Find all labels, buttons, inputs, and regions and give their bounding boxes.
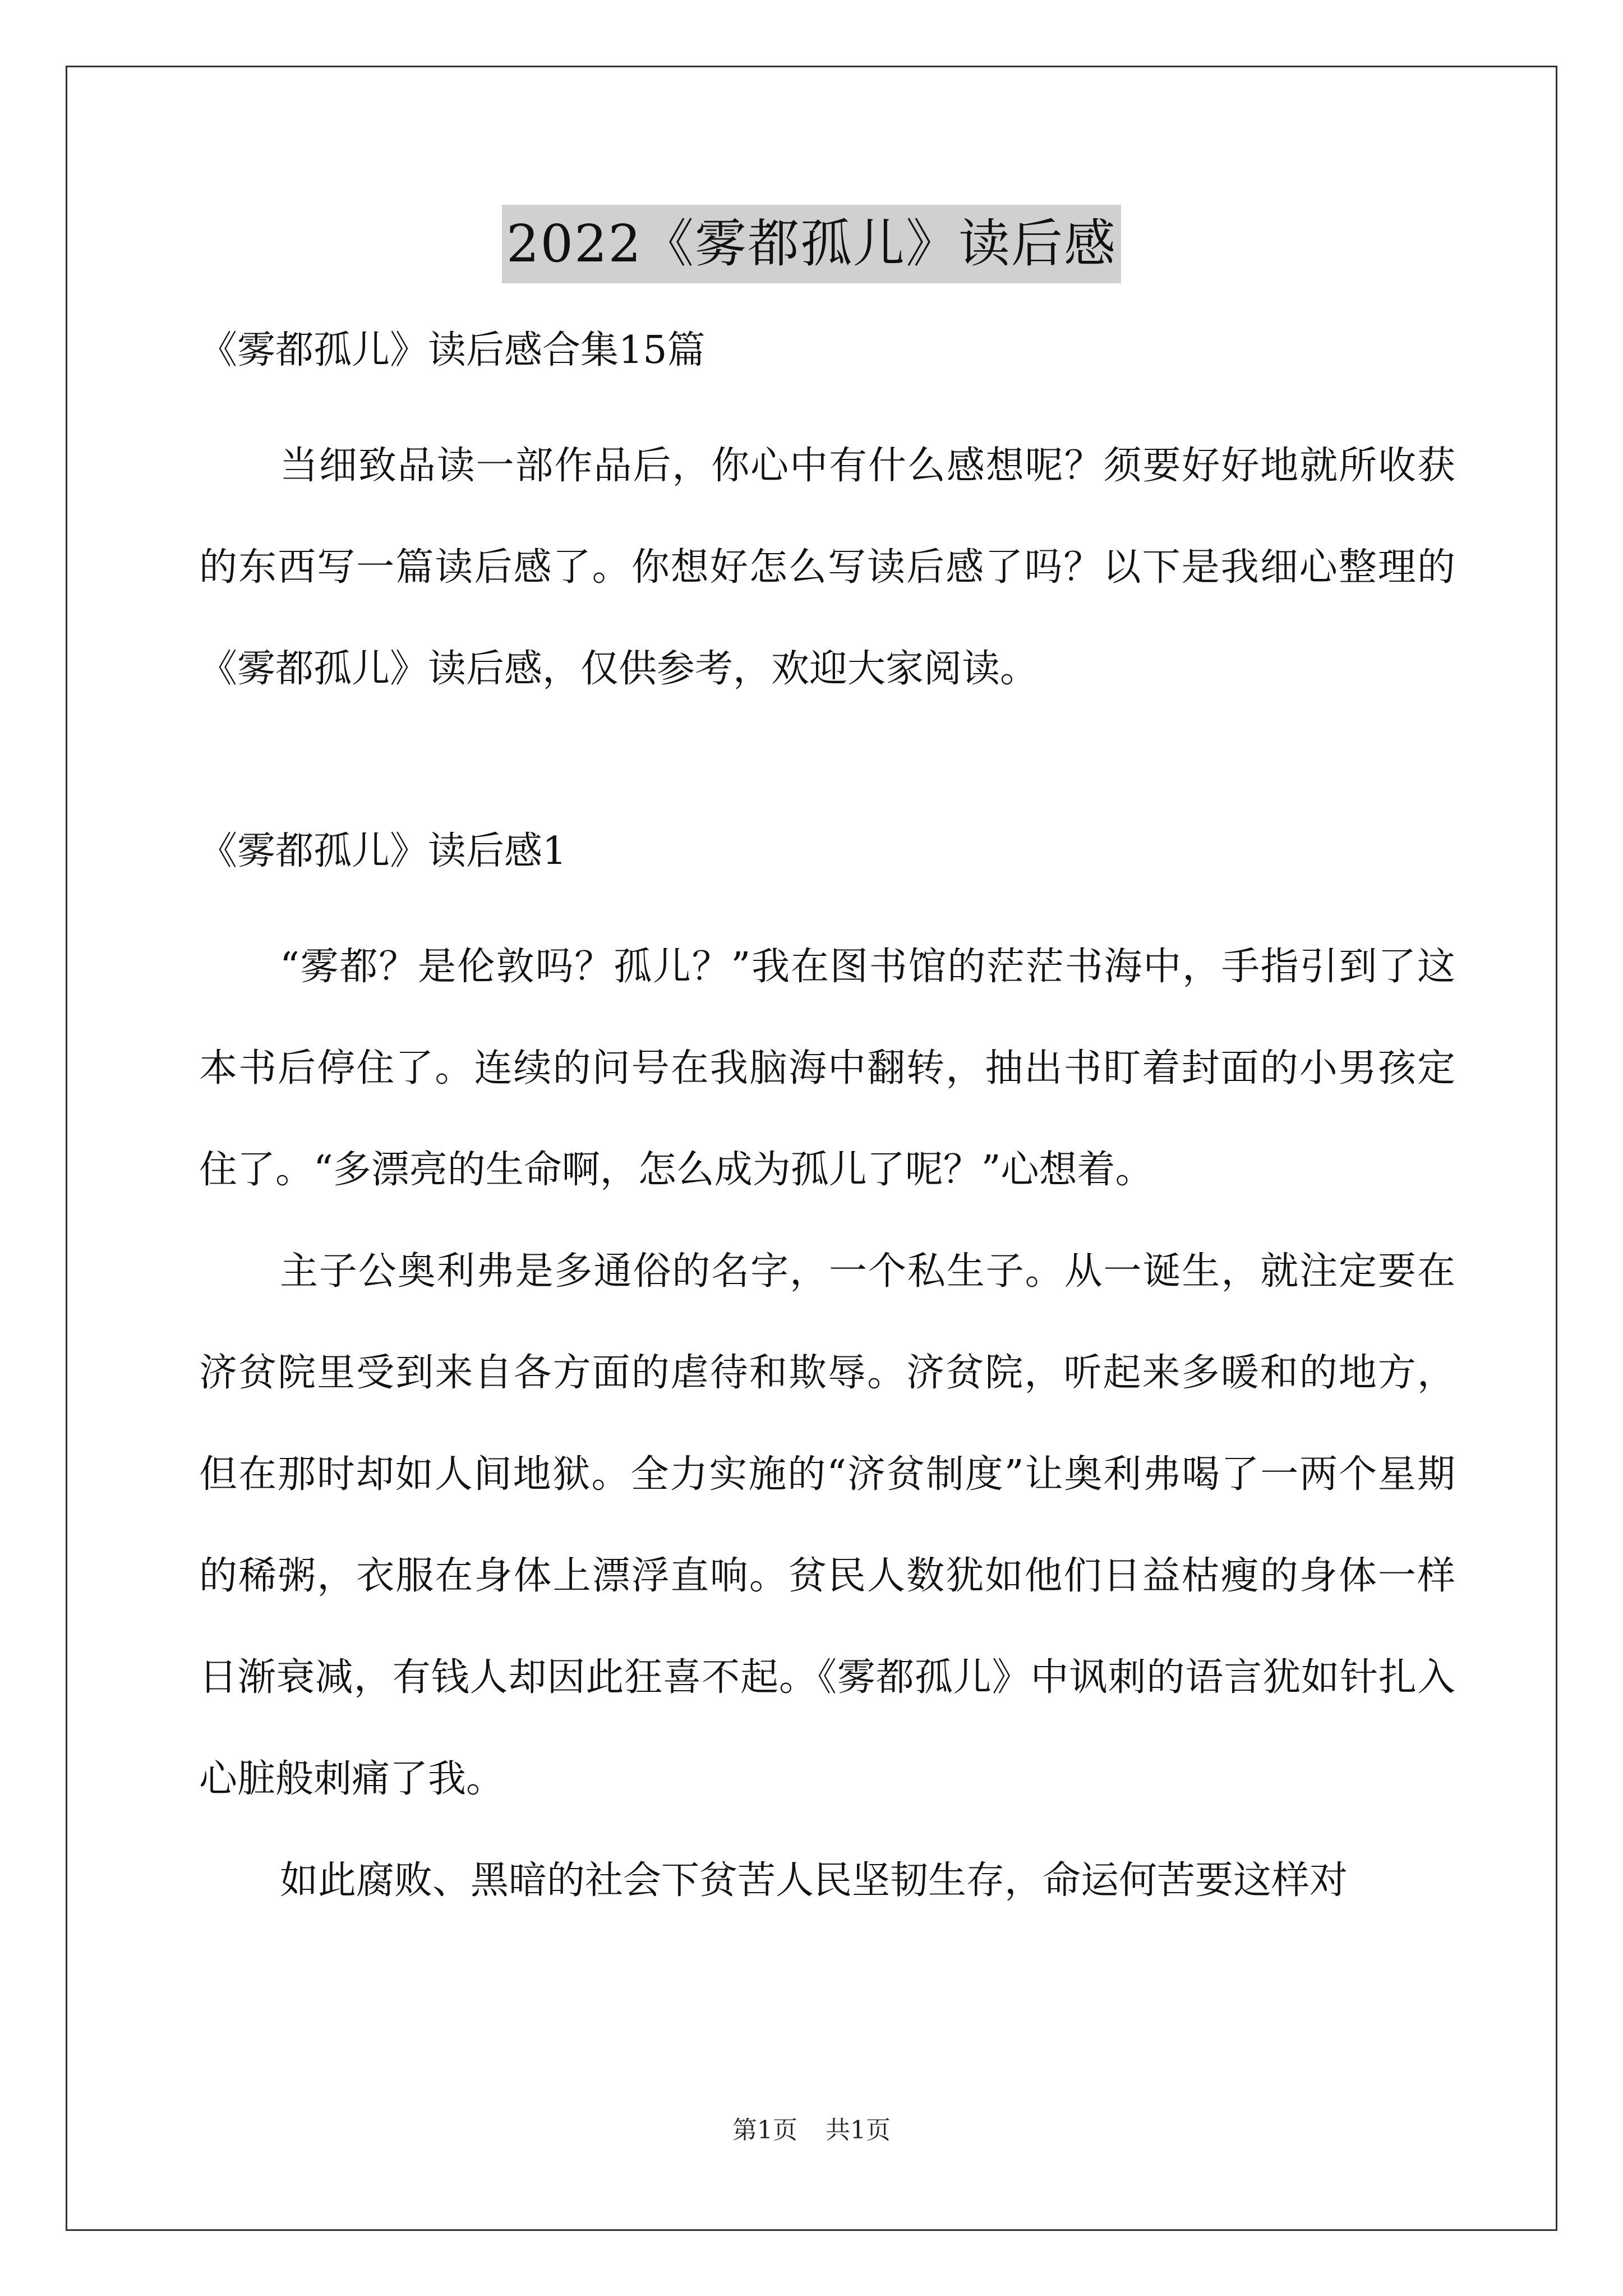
section-heading: 《雾都孤儿》读后感1 bbox=[199, 829, 567, 873]
collection-heading: 《雾都孤儿》读后感合集15篇 bbox=[199, 328, 706, 372]
title-container bbox=[0, 205, 1623, 283]
page-footer bbox=[0, 2114, 1623, 2147]
document-body bbox=[199, 325, 1455, 1931]
spacer bbox=[199, 376, 1455, 415]
document-title: 2022《雾都孤儿》读后感 bbox=[502, 205, 1121, 283]
body-paragraph-2: 主子公奥利弗是多通俗的名字，一个私生子。从一诞生，就注定要在济贫院里受到来自各方面的虐待和欺辱。济贫院，听起来多暖和的地方，但在那时却如人间地狱。全力实施的“济贫制度”让奥利弗喝了一两个星期的稀粥，衣服在身体上漂浮直响。贫民人数犹如他们日益枯瘦的身体一样日渐衰减，有钱人却因此狂喜不起。《雾都孤儿》中讽刺的语言犹如针扎入心脏般刺痛了我。 bbox=[199, 1249, 1455, 1801]
page-total: 共1页 bbox=[826, 2116, 891, 2145]
body-paragraph-1: “雾都？是伦敦吗？孤儿？”我在图书馆的茫茫书海中，手指引到了这本书后停住了。连续的问号在我脑海中翻转，抽出书盯着封面的小男孩定住了。“多漂亮的生命啊，怎么成为孤儿了呢？”心想着。 bbox=[199, 945, 1455, 1192]
page-number: 第1页 bbox=[732, 2116, 797, 2145]
spacer bbox=[199, 877, 1455, 916]
intro-paragraph: 当细致品读一部作品后，你心中有什么感想呢？须要好好地就所收获的东西写一篇读后感了。你想好怎么写读后感了吗？以下是我细心整理的《雾都孤儿》读后感，仅供参考，欢迎大家阅读。 bbox=[199, 444, 1455, 691]
spacer bbox=[199, 720, 1455, 826]
body-paragraph-3: 如此腐败、黑暗的社会下贫苦人民坚韧生存，命运何苦要这样对 bbox=[280, 1858, 1348, 1903]
